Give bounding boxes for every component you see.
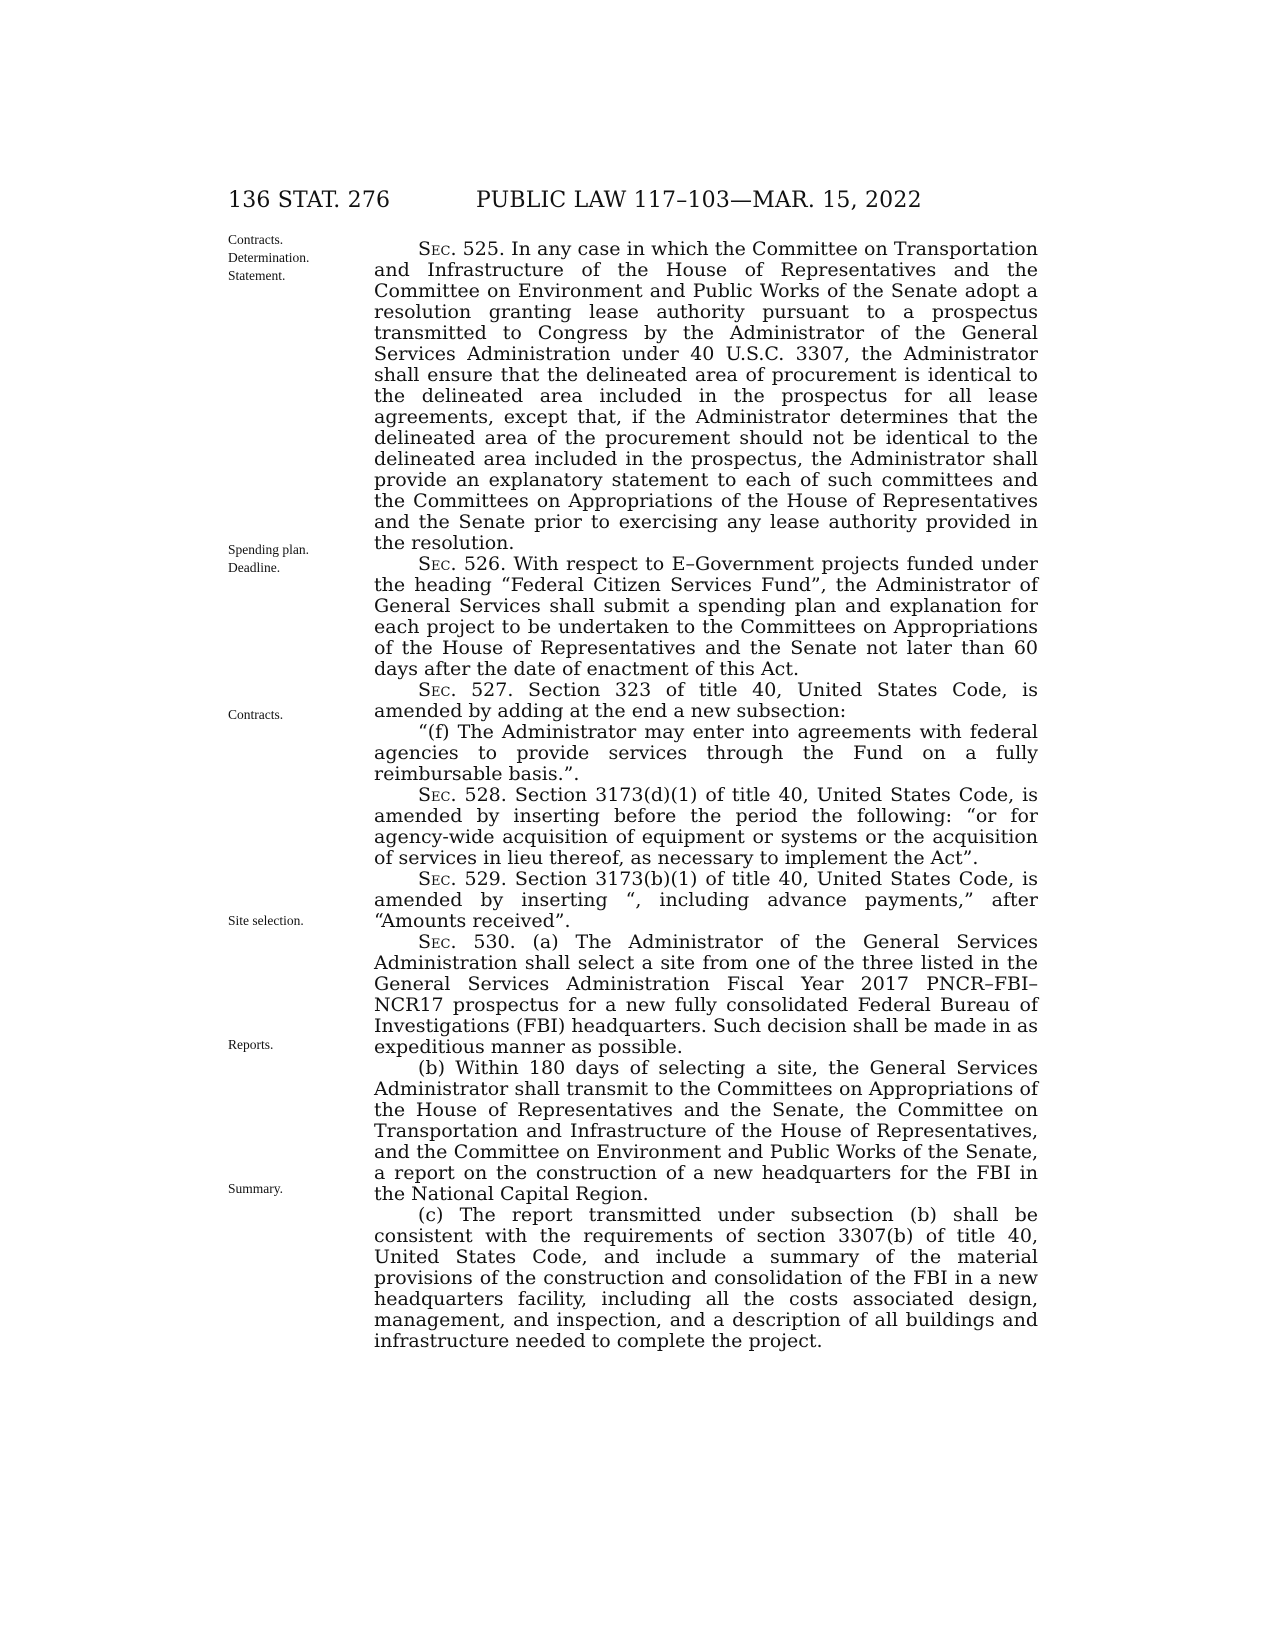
section-530b-paragraph [374, 1058, 1038, 1205]
section-530-paragraph [374, 932, 1038, 1058]
section-text: (a) The Administrator of the General Services Administration shall select a site from one of the three listed in the General Services Administration Fiscal Year 2017 PNCR–FBI–NCR17 prospectus for a new fully consolidated Federal Bureau of Investigations (FBI) headquarters. Such decision shall be made in as expeditious manner as possible. [374, 931, 1038, 1058]
subsection-f-quote-paragraph [374, 722, 1038, 785]
section-527-paragraph [374, 680, 1038, 722]
section-label: Sec. 525. [418, 238, 505, 260]
section-text: (b) Within 180 days of selecting a site, the General Services Administrator shall transmit to the Committees on Appropriations of the House of Representatives and the Senate, the Committee on Transportation and Infrastructure of the House of Representatives, and the Committee on Environment and Public Works of the Senate, a report on the construction of a new headquarters for the FBI in the National Capital Region. [374, 1057, 1038, 1205]
section-label: Sec. 527. [418, 679, 514, 701]
section-label: Sec. 526. [418, 553, 507, 575]
section-text: Section 3173(b)(1) of title 40, United States Code, is amended by inserting “, including advance payments,” after “Amounts received”. [374, 868, 1038, 932]
section-label: Sec. 528. [418, 784, 507, 806]
section-text: (c) The report transmitted under subsection (b) shall be consistent with the requirements of section 3307(b) of title 40, United States Code, and include a summary of the material provisions of the construction and consolidation of the FBI in a new headquarters facility, including all the costs associated design, management, and inspection, and a description of all buildings and infrastructure needed to complete the project. [374, 1204, 1038, 1352]
section-text: Section 323 of title 40, United States Code, is amended by adding at the end a new subsection: [374, 679, 1038, 722]
margin-note-sec-525: Contracts. Determination. Statement. [228, 232, 310, 283]
section-label: Sec. 529. [418, 868, 507, 890]
section-526-paragraph [374, 554, 1038, 680]
public-law-title: PUBLIC LAW 117–103—MAR. 15, 2022 [476, 188, 922, 213]
margin-note-sec-527: Contracts. [228, 707, 284, 722]
section-label: Sec. 530. [418, 931, 516, 953]
section-529-paragraph [374, 869, 1038, 932]
margin-note-sec-530b: Reports. [228, 1037, 274, 1052]
section-525-paragraph [374, 239, 1038, 554]
section-530c-paragraph [374, 1205, 1038, 1352]
section-text: “(f) The Administrator may enter into agreements with federal agencies to provide services through the Fund on a fully reimbursable basis.”. [374, 721, 1038, 785]
margin-note-sec-526: Spending plan. Deadline. [228, 542, 309, 575]
statute-page-number: 136 STAT. 276 [228, 188, 391, 213]
margin-note-sec-530c: Summary. [228, 1181, 283, 1196]
section-528-paragraph [374, 785, 1038, 869]
running-header [228, 188, 1028, 218]
section-text: In any case in which the Committee on Transportation and Infrastructure of the House of Representatives and the Committee on Environment and Public Works of the Senate adopt a resolution granting lease authority pursuant to a prospectus transmitted to Congress by the Administrator of the General Services Administration under 40 U.S.C. 3307, the Administrator shall ensure that the delineated area of procurement is identical to the delineated area included in the prospectus for all lease agreements, except that, if the Administrator determines that the delineated area of the procurement should not be identical to the delineated area included in the prospectus, the Administrator shall provide an explanatory statement to each of such committees and the Committees on Appropriations of the House of Representatives and the Senate prior to exercising any lease authority provided in the resolution. [374, 238, 1038, 554]
section-text: Section 3173(d)(1) of title 40, United States Code, is amended by inserting before the period the following: “or for agency-wide acquisition of equipment or systems or the acquisition of services in lieu thereof, as necessary to implement the Act”. [374, 784, 1038, 869]
statute-body [374, 239, 1038, 1352]
margin-note-sec-530a: Site selection. [228, 913, 304, 928]
section-text: With respect to E–Government projects funded under the heading “Federal Citizen Services Fund”, the Administrator of General Services shall submit a spending plan and explanation for each project to be undertaken to the Committees on Appropriations of the House of Representatives and the Senate not later than 60 days after the date of enactment of this Act. [374, 553, 1038, 680]
